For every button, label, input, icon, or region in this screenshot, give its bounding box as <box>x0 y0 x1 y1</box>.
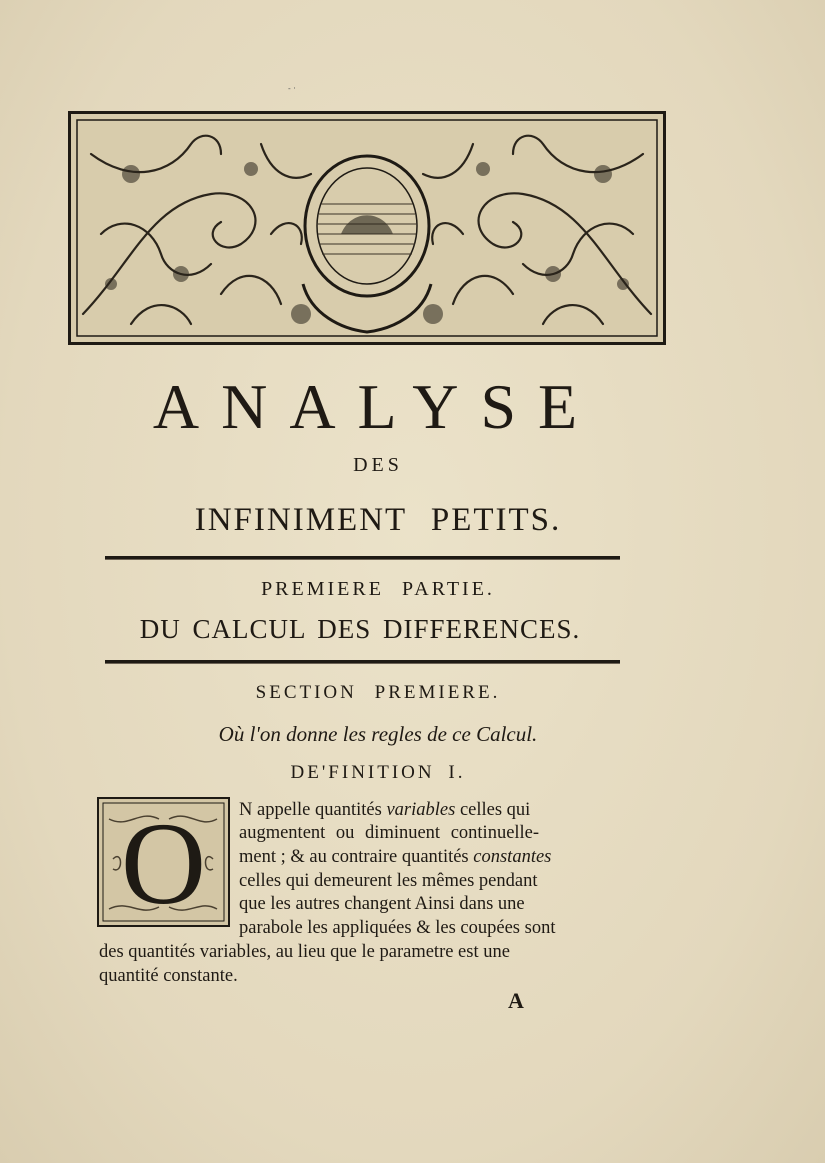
horizontal-rule-top <box>105 556 620 560</box>
body-line-3: ment ; & au contraire quantités constantes <box>239 847 552 867</box>
ornamental-headpiece <box>68 111 666 345</box>
section-description: Où l'on donne les regles de ce Calcul. <box>218 722 538 746</box>
body-line-6: parabole les appliquées & les coupées sont <box>239 918 556 938</box>
part-title: DU CALCUL DES DIFFERENCES. <box>139 614 581 644</box>
decorated-initial <box>97 797 230 927</box>
horizontal-rule-bottom <box>105 660 620 664</box>
body-line-5: que les autres changent Ainsi dans une <box>239 894 525 914</box>
body-line-8: quantité constante. <box>99 966 238 986</box>
floral-ornament-icon <box>71 114 663 342</box>
catchword: A <box>508 988 524 1013</box>
body-line-7: des quantités variables, au lieu que le parametre est une <box>99 942 510 962</box>
top-mark: - · <box>288 84 296 93</box>
initial-letter: O <box>120 798 207 929</box>
section-heading: SECTION PREMIERE. <box>255 682 501 703</box>
title-connector: DES <box>353 454 403 476</box>
body-line-1: N appelle quantités variables celles qui <box>239 800 531 820</box>
body-line-2: augmentent ou diminuent continuelle- <box>239 823 540 843</box>
definition-heading: DE'FINITION I. <box>290 762 466 783</box>
book-subtitle: INFINIMENT PETITS. <box>194 502 562 538</box>
book-title: ANALYSE <box>152 371 600 442</box>
part-heading: PREMIERE PARTIE. <box>261 578 495 600</box>
body-line-4: celles qui demeurent les mêmes pendant <box>239 871 538 891</box>
